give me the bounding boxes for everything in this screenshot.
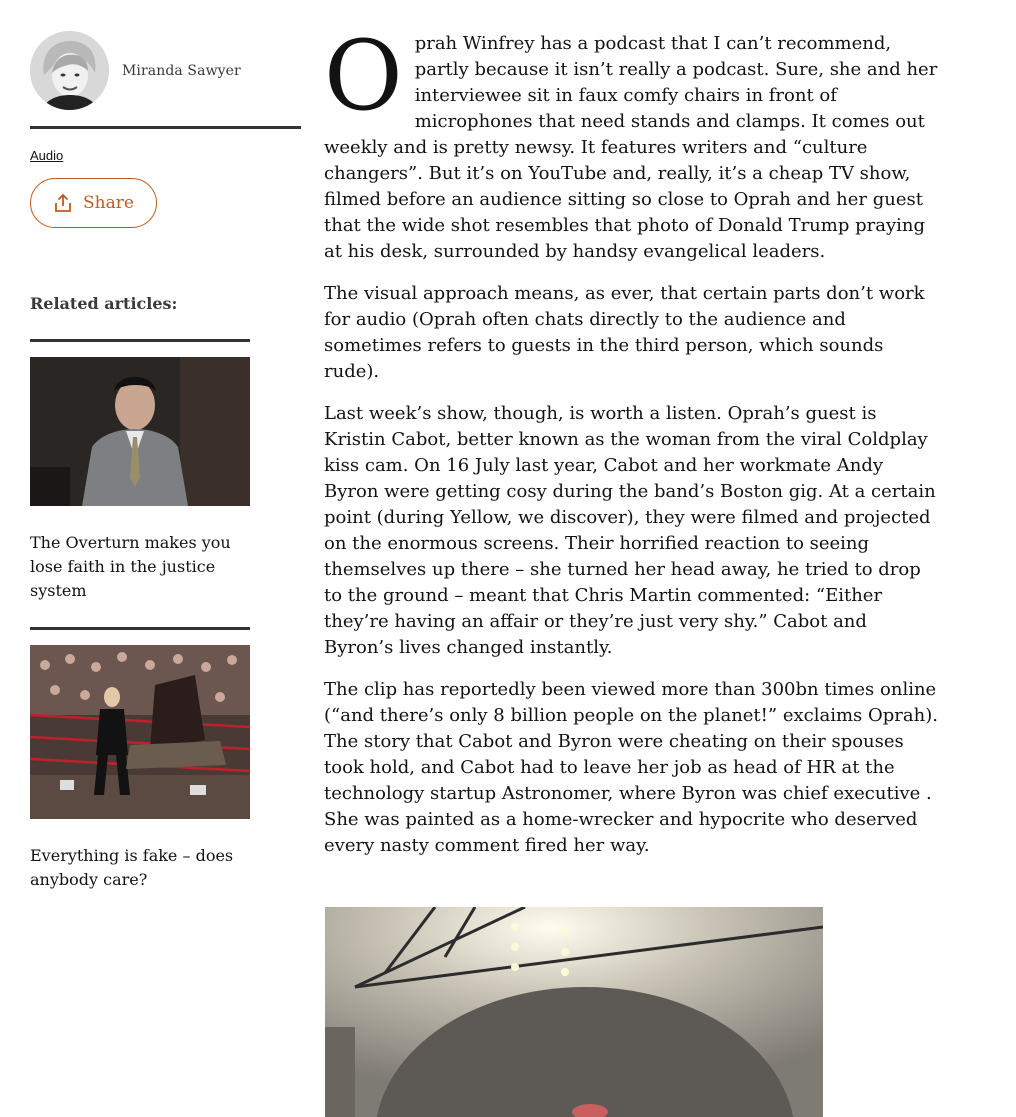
related-article-title[interactable]: The Overturn makes you lose faith in the justice system [30,533,231,600]
article-image[interactable] [325,907,823,1117]
section-link-audio[interactable]: Audio [30,148,64,163]
share-icon [53,193,73,213]
byline-divider [30,126,301,129]
author-avatar[interactable] [30,31,109,110]
related-article-card[interactable] [30,645,250,892]
drop-cap: O [324,20,403,132]
article-paragraph: The visual approach means, as ever, that certain parts don’t work for audio (Oprah often chats directly to the audience and sometimes refers to guests in the third person, which sounds rude). [324,283,925,382]
related-divider [30,627,250,630]
article-paragraph: The clip has reportedly been viewed more than 300bn times online (“and there’s only 8 billion people on the planet!” exclaims Oprah). The story that Cabot and Byron were cheating on their spouses took hold, and Cabot had to leave her job as head of HR at the technology startup Astronomer, where Byron was chief executive . She was painted as a home-wrecker and hypocrite who deserved every nasty comment fired her way. [324,679,938,856]
paragraph-text: prah Winfrey has a podcast that I can’t recommend, partly because it isn’t really a podcast. Sure, she and her interviewee sit in faux comfy chairs in front of microphones that need stands and clamps. It comes out weekly and is pretty newsy. It features writers and “culture changers”. But it’s on YouTube and, really, it’s a cheap TV show, filmed before an audience sitting so close to Oprah and her guest that the wide shot resembles that photo of Donald Trump praying at his desk, surrounded by handsy evangelical leaders. [324,33,938,262]
share-button-label: Share [83,193,134,213]
share-button[interactable] [30,178,157,228]
related-article-thumbnail[interactable] [30,645,250,819]
article-paragraph [324,20,940,265]
byline [30,31,301,110]
article-sidebar [30,31,301,892]
author-portrait-icon [30,31,109,110]
related-articles-heading: Related articles: [30,294,178,313]
related-article-card[interactable] [30,357,250,603]
related-article-title[interactable]: Everything is fake – does anybody care? [30,846,234,889]
article-paragraph: Last week’s show, though, is worth a listen. Oprah’s guest is Kristin Cabot, better known as the woman from the viral Coldplay kiss cam. On 16 July last year, Cabot and her workmate Andy Byron were getting cosy during the band’s Boston gig. At a certain point (during Yellow, we discover), they were filmed and projected on the enormous screens. Their horrified reaction to seeing themselves up there – she turned her head away, he tried to drop to the ground – meant that Chris Martin commented: “Either they’re having an affair or they’re just very shy.” Cabot and Byron’s lives changed instantly. [324,403,936,658]
related-article-thumbnail[interactable] [30,357,250,506]
author-name[interactable]: Miranda Sawyer [122,62,241,79]
related-divider [30,339,250,342]
article-body [324,20,940,875]
